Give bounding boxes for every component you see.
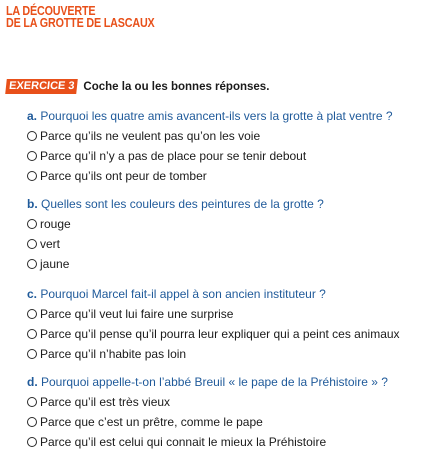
question-c-prompt xyxy=(27,284,400,304)
radio-circle-icon[interactable] xyxy=(27,131,37,141)
radio-circle-icon[interactable] xyxy=(27,309,37,319)
radio-circle-icon[interactable] xyxy=(27,259,37,269)
option-label: vert xyxy=(40,237,61,251)
option-label: rouge xyxy=(40,217,71,231)
radio-circle-icon[interactable] xyxy=(27,349,37,359)
exercise-badge: EXERCICE 3 xyxy=(5,79,78,94)
option-label: Parce qu’il veut lui faire une surprise xyxy=(40,307,234,321)
question-d-text: Pourquoi appelle-t-on l’abbé Breuil « le pape de la Préhistoire » ? xyxy=(37,375,388,389)
radio-circle-icon[interactable] xyxy=(27,437,37,447)
question-a xyxy=(27,106,393,186)
option-label: Parce qu’il est très vieux xyxy=(40,395,171,409)
option-label: Parce qu’il est celui qui connait le mieux la Préhistoire xyxy=(40,435,327,449)
question-d-letter: d. xyxy=(27,375,38,389)
option-a-3[interactable] xyxy=(27,166,393,186)
option-label: Parce qu’il n’y a pas de place pour se tenir debout xyxy=(40,149,307,163)
question-d-prompt xyxy=(27,372,388,392)
option-d-2[interactable] xyxy=(27,412,388,432)
option-a-1[interactable] xyxy=(27,126,393,146)
question-c-text: Pourquoi Marcel fait-il appel à son ancien instituteur ? xyxy=(37,287,326,301)
option-d-3[interactable] xyxy=(27,432,388,452)
page-title-line-1: LA DÉCOUVERTE xyxy=(6,4,96,18)
option-b-2[interactable] xyxy=(27,234,324,254)
question-a-prompt xyxy=(27,106,393,126)
radio-circle-icon[interactable] xyxy=(27,397,37,407)
option-label: Parce que c’est un prêtre, comme le pape xyxy=(40,415,263,429)
question-c xyxy=(27,284,400,364)
question-d xyxy=(27,372,388,452)
option-label: Parce qu’ils ne veulent pas qu’on les voie xyxy=(40,129,261,143)
option-c-2[interactable] xyxy=(27,324,400,344)
radio-circle-icon[interactable] xyxy=(27,239,37,249)
question-c-letter: c. xyxy=(27,287,38,301)
option-label: Parce qu’il pense qu’il pourra leur expliquer qui a peint ces animaux xyxy=(40,327,400,341)
page-title-line-2: DE LA GROTTE DE LASCAUX xyxy=(6,16,155,30)
exercise-instruction: Coche la ou les bonnes réponses. xyxy=(83,80,270,93)
radio-circle-icon[interactable] xyxy=(27,219,37,229)
question-b-text: Quelles sont les couleurs des peintures de la grotte ? xyxy=(37,197,324,211)
radio-circle-icon[interactable] xyxy=(27,171,37,181)
option-label: Parce qu’il n’habite pas loin xyxy=(40,347,187,361)
radio-circle-icon[interactable] xyxy=(27,329,37,339)
page-title xyxy=(6,5,155,29)
option-a-2[interactable] xyxy=(27,146,393,166)
option-d-1[interactable] xyxy=(27,392,388,412)
radio-circle-icon[interactable] xyxy=(27,417,37,427)
option-c-3[interactable] xyxy=(27,344,400,364)
question-a-text: Pourquoi les quatre amis avancent-ils vers la grotte à plat ventre ? xyxy=(37,109,393,123)
radio-circle-icon[interactable] xyxy=(27,151,37,161)
option-b-3[interactable] xyxy=(27,254,324,274)
question-a-letter: a. xyxy=(27,109,38,123)
question-b-prompt xyxy=(27,194,324,214)
question-b xyxy=(27,194,324,274)
exercise-header xyxy=(6,79,269,94)
option-c-1[interactable] xyxy=(27,304,400,324)
option-b-1[interactable] xyxy=(27,214,324,234)
option-label: Parce qu’ils ont peur de tomber xyxy=(40,169,207,183)
option-label: jaune xyxy=(40,257,70,271)
question-b-letter: b. xyxy=(27,197,38,211)
